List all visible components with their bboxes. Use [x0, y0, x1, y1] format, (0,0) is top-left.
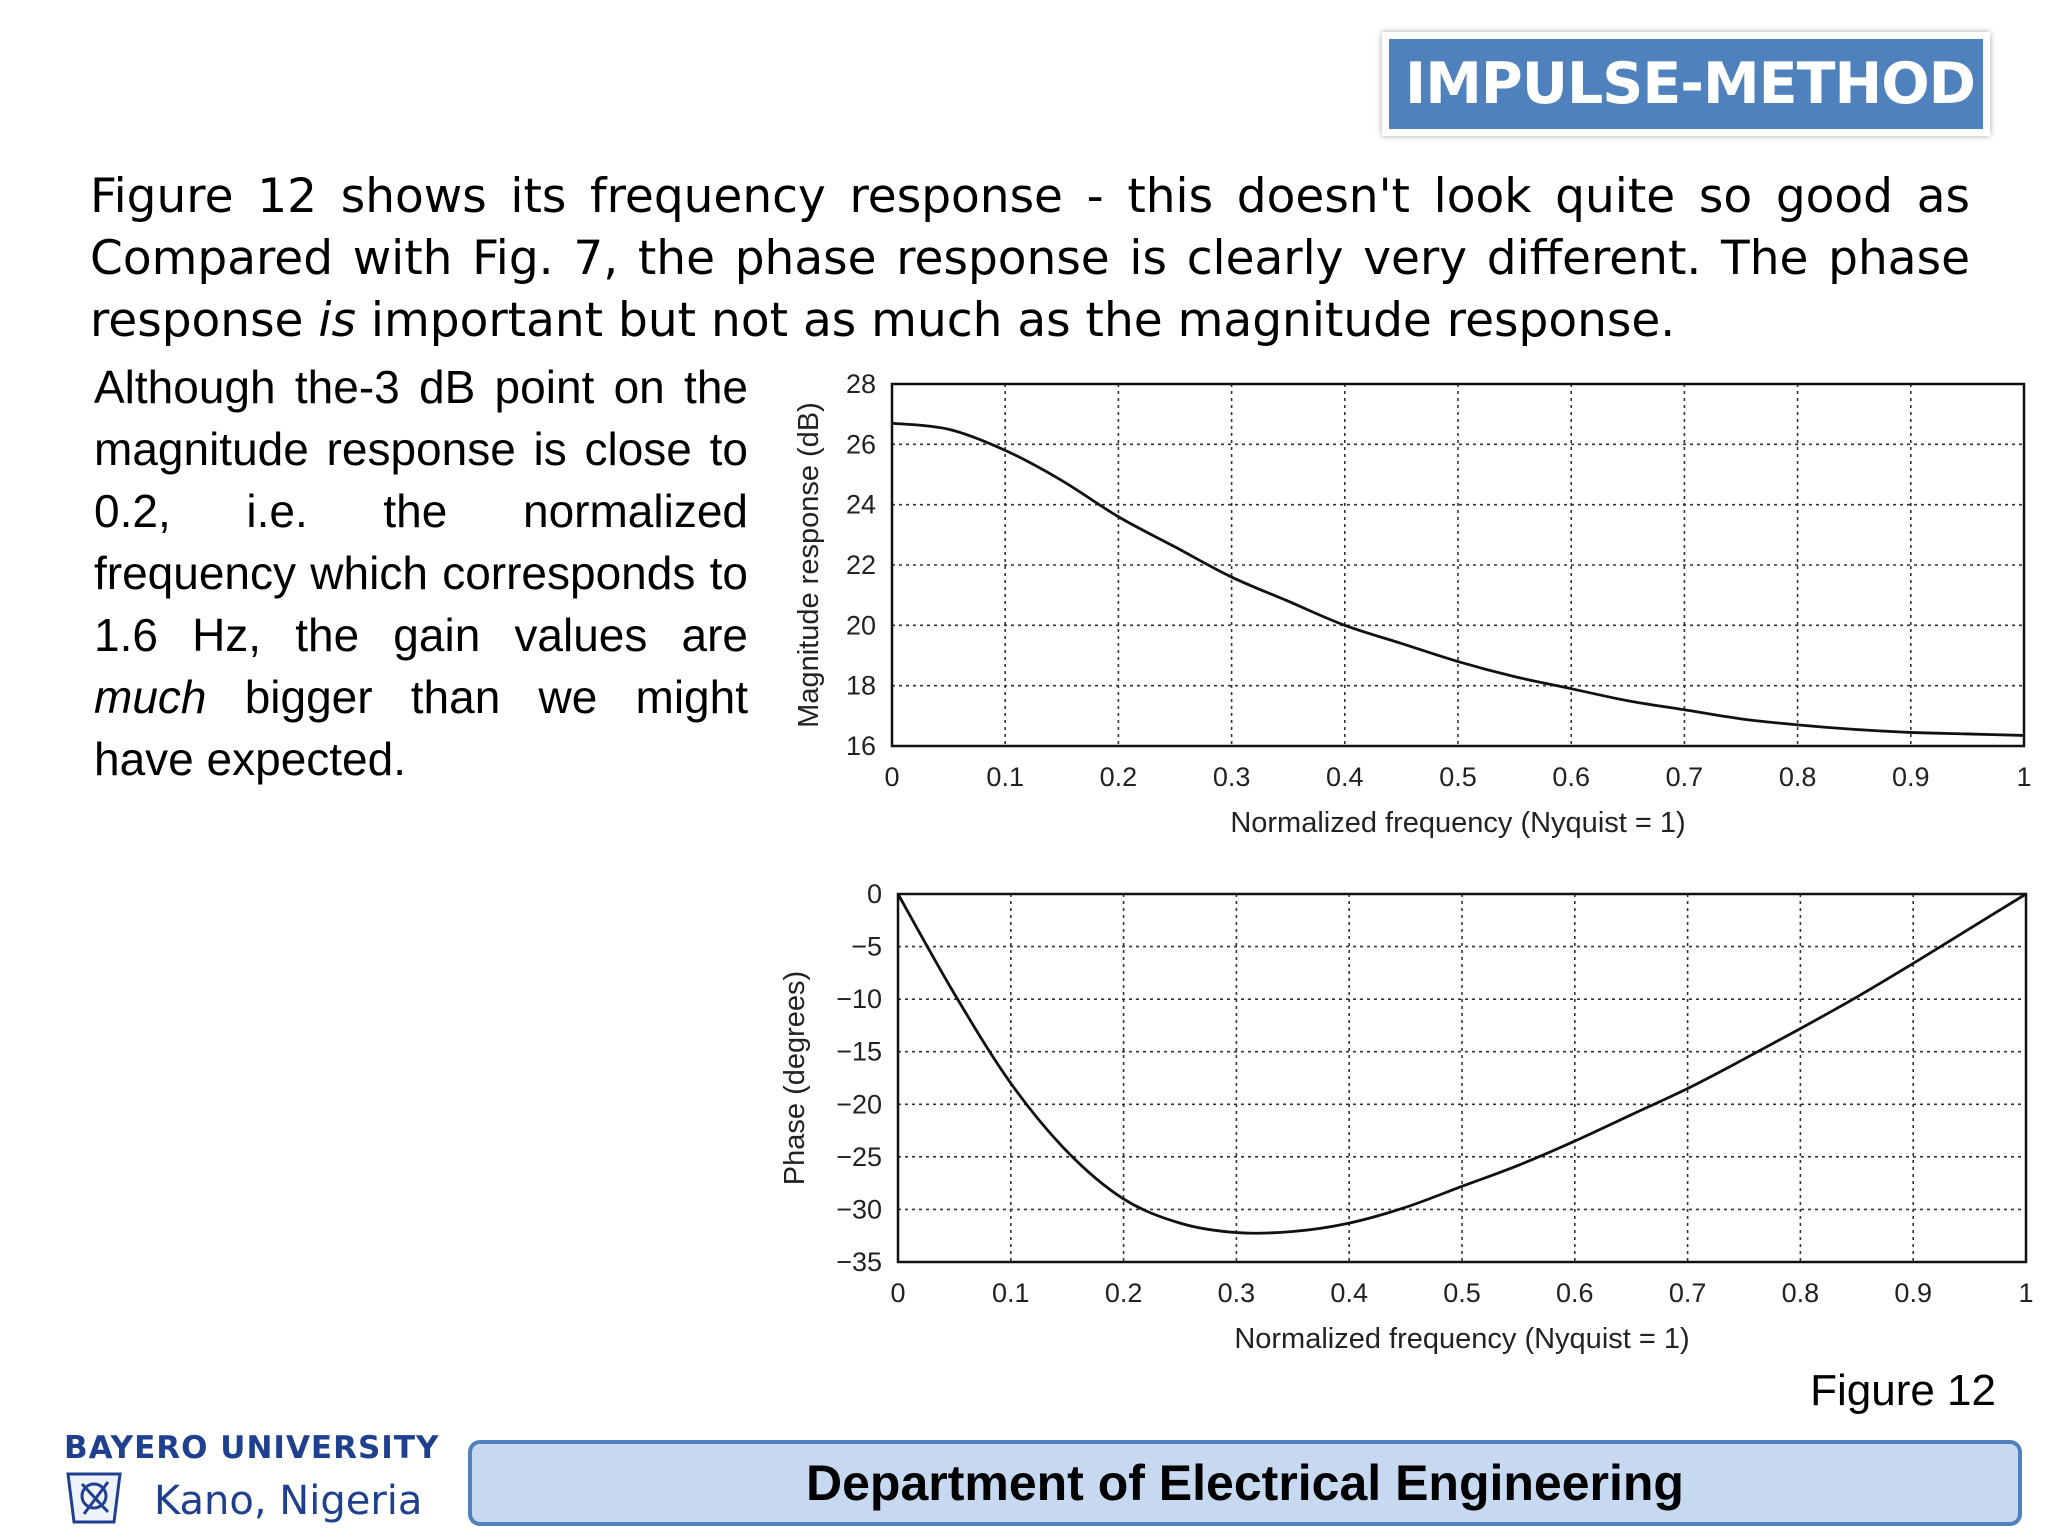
x-tick-label: 0.7 [1668, 1278, 1707, 1308]
grid [898, 894, 2026, 1262]
x-tick-label: 1 [2018, 1278, 2034, 1308]
x-tick-label: 0.1 [986, 762, 1024, 792]
intro-line-2: Compared with Fig. 7, the phase response is clearly very different. The phase [90, 231, 1970, 286]
intro-line-1: Figure 12 shows its frequency response - this doesn't look quite so good as [90, 169, 1970, 224]
x-tick-label: 0.5 [1443, 1278, 1481, 1308]
x-tick-label: 0.3 [1217, 1278, 1256, 1308]
university-location: Kano, Nigeria [154, 1478, 423, 1524]
x-tick-label: 0.8 [1778, 762, 1817, 792]
side-text-emphasis: much [94, 671, 207, 723]
y-tick-label: −10 [836, 984, 882, 1015]
department-name: Department of Electrical Engineering [806, 1455, 1684, 1511]
title-box [1382, 32, 1990, 136]
x-tick-label: 0.9 [1892, 762, 1930, 792]
x-tick-label: 0.5 [1439, 762, 1477, 792]
y-tick-label: −20 [836, 1089, 882, 1120]
figure-caption: Figure 12 [1810, 1366, 1996, 1415]
y-tick-label: −25 [836, 1141, 882, 1172]
y-tick-label: −15 [836, 1036, 882, 1067]
y-tick-label: −35 [836, 1247, 882, 1277]
y-tick-label: 22 [845, 550, 876, 580]
y-axis-label: Magnitude response (dB) [793, 402, 825, 728]
slide-title: IMPULSE-METHOD [1389, 39, 1983, 129]
side-text-part-2: bigger than we might have expected. [94, 671, 748, 785]
intro-paragraph [90, 166, 1970, 352]
x-tick-label: 0.2 [1104, 1278, 1143, 1308]
phase-response-chart [770, 876, 2040, 1356]
university-name: BAYERO UNIVERSITY [64, 1430, 440, 1466]
y-tick-label: −5 [851, 931, 882, 962]
x-tick-label: 1 [2016, 762, 2032, 792]
x-tick-label: 0.3 [1212, 762, 1251, 792]
side-paragraph [94, 356, 748, 790]
grid [892, 384, 2024, 746]
x-tick-label: 0.6 [1556, 1278, 1594, 1308]
x-tick-label: 0 [890, 1278, 906, 1308]
x-tick-label: 0.2 [1099, 762, 1138, 792]
x-tick-label: 0.1 [992, 1278, 1030, 1308]
intro-line-3-pre: response [90, 293, 319, 348]
y-tick-label: 28 [845, 369, 876, 399]
y-tick-label: 26 [845, 429, 876, 460]
x-tick-label: 0.7 [1665, 762, 1704, 792]
y-tick-label: 0 [866, 879, 882, 909]
y-tick-label: 20 [845, 610, 876, 641]
y-tick-label: 24 [845, 489, 876, 520]
y-tick-label: 16 [845, 731, 876, 761]
x-tick-label: 0.8 [1781, 1278, 1820, 1308]
y-tick-label: 18 [845, 670, 876, 701]
x-tick-label: 0 [884, 762, 900, 792]
x-axis-label: Normalized frequency (Nyquist = 1) [1230, 807, 1686, 839]
x-axis-label: Normalized frequency (Nyquist = 1) [1234, 1323, 1690, 1355]
x-tick-label: 0.9 [1894, 1278, 1932, 1308]
university-logo [62, 1424, 462, 1534]
y-tick-label: −30 [836, 1194, 882, 1225]
x-tick-label: 0.4 [1326, 762, 1364, 792]
x-tick-label: 0.6 [1552, 762, 1590, 792]
university-crest-icon [68, 1474, 120, 1522]
intro-line-3-emphasis: is [318, 293, 356, 348]
side-text-part-1: Although the-3 dB point on the magnitude response is close to 0.2, i.e. the normalized frequency which corresponds to 1.6 Hz, the gain values are [94, 361, 748, 661]
y-axis-label: Phase (degrees) [779, 970, 811, 1186]
department-banner [468, 1440, 2022, 1526]
intro-line-3-post: important but not as much as the magnitude response. [355, 293, 1676, 348]
magnitude-response-chart [780, 360, 2040, 850]
x-tick-label: 0.4 [1330, 1278, 1368, 1308]
